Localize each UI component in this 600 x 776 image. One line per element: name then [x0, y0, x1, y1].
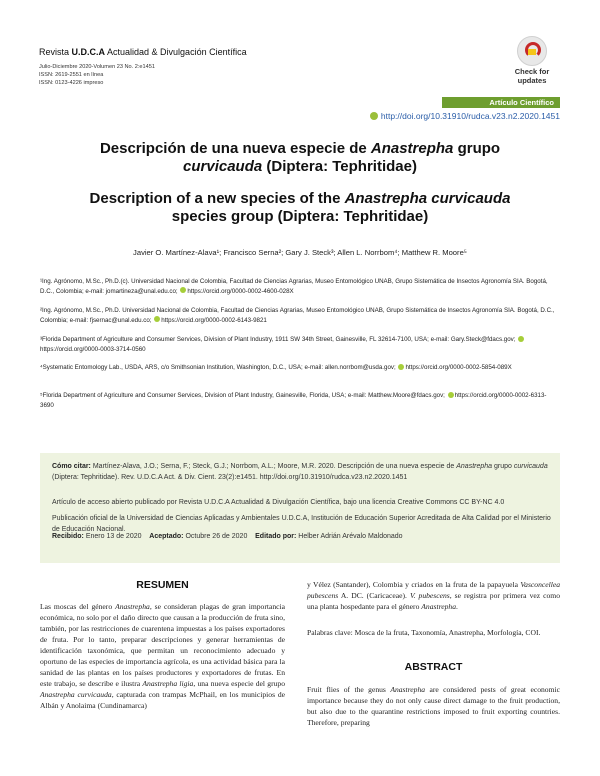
orcid-icon — [448, 392, 454, 398]
orcid-icon — [518, 336, 524, 342]
affiliation-4: ⁴Systematic Entomology Lab., USDA, ARS, c/o Smithsonian Institution, Washington, D.C., USA; e-mail: allen.norrbom@usda.gov; https://orcid.org/0000-0002-5854-089X — [40, 364, 512, 371]
open-access-note: Artículo de acceso abierto publicado por Revista U.D.C.A Actualidad & Divulgación Científica, bajo una licencia Creative Commons CC BY-NC 4.0 — [52, 499, 505, 506]
journal-name: Revista U.D.C.A Actualidad & Divulgación Científica — [39, 47, 247, 57]
resumen-paragraph: Las moscas del género Anastrepha, se consideran plagas de gran importancia económica, no solo por el daño directo que causan a la producción de fruta sino, también, por las restricciones de cuarentena impuestas a los países exportadores de fruta. Por lo tanto, preparar descripciones y generar herramientas de identificación taxonómica, que permitan un reconocimiento adecuado y oportuno de las especies de importancia agrícola, es una actividad básica para la sanidad de las plantas en los países productores y exportadores de frutas. En este trabajo, se describe e ilustra Anastrepha ligia, una nueva especie del grupo Anastrepha curvicauda, capturada con trampas McPhail, en los municipios de Albán y Anolaima (Cundinamarca) — [40, 602, 286, 710]
check-updates-icon — [517, 36, 547, 66]
affiliation-5: ⁵Florida Department of Agriculture and Consumer Services, Division of Plant Industry, Gainesville, Florida, USA; e-mail: Matthew.Moore@fdacs.gov; https://orcid.org/0000-0002-6313-3690 — [40, 392, 547, 409]
abstract-heading: ABSTRACT — [404, 661, 463, 673]
badge-line-2: updates — [517, 75, 547, 85]
orcid-link[interactable]: https://orcid.org/0000-0002-6313-3690 — [40, 392, 547, 409]
affiliation-3: ³Florida Department of Agriculture and Consumer Services, Division of Plant Industry, 1911 SW 34th Street, Gainesville, FL 32614-7100, USA; e-mail: Gary.Steck@fdacs.gov; https://orcid.org/0000-0003-3714-0560 — [40, 335, 560, 354]
orcid-icon — [154, 316, 160, 322]
check-for-updates-badge[interactable] — [508, 36, 556, 92]
orcid-link[interactable]: https://orcid.org/0000-0003-3714-0560 — [40, 345, 146, 353]
orcid-icon — [180, 287, 186, 293]
abstract-paragraph: Fruit flies of the genus Anastrepha are considered pests of great economic importance because they do not only cause direct damage to the fruit production, but also due to the quarantine restrictions imposed to fruit exporting countries. Therefore, preparing — [307, 685, 560, 727]
how-to-cite: Cómo citar: Martínez-Alava, J.O.; Serna, F.; Steck, G.J.; Norrbom, A.L.; Moore, M.R. 2020. Descripción de una nueva especie de Anastrepha grupo curvicauda (Diptera: Tephritidae). Rev. U.D.C.A Act. & Div. Cient. 23(2):e1451. http://doi.org/10.31910/rudca.v23.n2.2020.1451 — [52, 463, 548, 481]
resumen-continuation: y Vélez (Santander), Colombia y criados en la fruta de la papayuela Vasconcellea pubescens A. DC. (Caricaceae). V. pubescens, se registra por primera vez como una planta hospedante para el género Anastrepha. — [307, 580, 560, 611]
issn-online: ISSN: 2619-2551 en línea — [39, 72, 104, 79]
doi-text[interactable]: http://doi.org/10.31910/rudca.v23.n2.2020.1451 — [380, 111, 560, 121]
doi-icon — [370, 112, 378, 120]
article-dates: Recibido: Enero 13 de 2020 Aceptado: Octubre 26 de 2020 Editado por: Helber Adrián Arévalo Maldonado — [52, 533, 403, 540]
affiliation-2: ²Ing. Agrónomo, M.Sc., Ph.D. Universidad Nacional de Colombia, Facultad de Ciencias Agrarias, Museo Entomológico UNAB, Grupo Sistemática de Insectos Agronomía SIA. Bogotá, D.C., Colombia; e-mail: fjsernac@unal.edu.co; https://orcid.org/0000-0002-6143-9821 — [40, 307, 555, 324]
affiliation-1: ¹Ing. Agrónomo, M.Sc., Ph.D.(c). Universidad Nacional de Colombia, Facultad de Ciencias Agrarias, Museo Entomológico UNAB, Grupo Sistemática de Insectos Agronomía SIA. Bogotá, D.C., Colombia; e-mail: jomartineza@unal.edu.co; https://orcid.org/0000-0002-4600-028X — [40, 278, 548, 295]
badge-line-1: Check for — [514, 67, 550, 76]
issn-print: ISSN: 0123-4226 impreso — [39, 80, 104, 87]
orcid-link[interactable]: https://orcid.org/0000-0002-4600-028X — [187, 287, 294, 295]
journal-header — [39, 47, 339, 88]
section-label: Artículo Científico — [442, 97, 560, 108]
doi-link[interactable] — [300, 111, 560, 121]
issue-line: Julio-Diciembre 2020-Volumen 23 No. 2:e1451 — [39, 64, 155, 70]
resumen-heading: RESUMEN — [136, 579, 189, 591]
title-english: Description of a new species of the Anastrepha curvicauda species group (Diptera: Tephritidae) — [89, 190, 511, 225]
author-list: Javier O. Martínez-Alava¹; Francisco Serna²; Gary J. Steck³; Allen L. Norrbom⁴; Matthew R. Moore⁵ — [133, 248, 467, 257]
orcid-link[interactable]: https://orcid.org/0000-0002-5854-089X — [405, 364, 512, 371]
orcid-link[interactable]: https://orcid.org/0000-0002-6143-9821 — [161, 316, 267, 324]
official-publication-note: Publicación oficial de la Universidad de Ciencias Aplicadas y Ambientales U.D.C.A, Institución de Educación Superior Acreditada de Alta Calidad por el Ministerio de Educación Nacional. — [52, 515, 551, 533]
orcid-icon — [398, 364, 404, 370]
title-spanish: Descripción de una nueva especie de Anastrepha grupo curvicauda (Diptera: Tephritidae) — [99, 140, 501, 175]
keywords: Palabras clave: Mosca de la fruta, Taxonomía, Anastrepha, Morfología, COI. — [307, 628, 541, 637]
